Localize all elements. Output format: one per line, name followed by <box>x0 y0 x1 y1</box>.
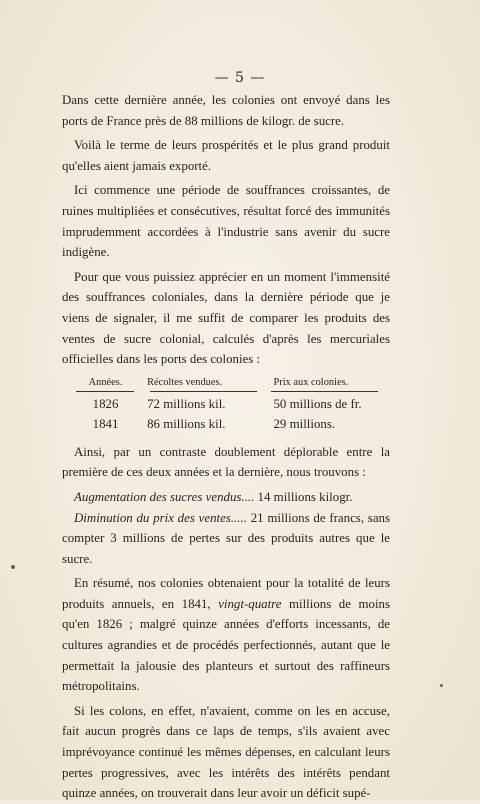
cell-year: 1826 <box>92 396 119 411</box>
paragraph-3: Ici commence une période de souffrances croissantes, de ruines multipliées et consécutives, résultat forcé des immunités imprudemment accordées à l'industrie sans avenir du sucre indigène. <box>62 183 390 260</box>
paragraph-7 <box>62 508 390 570</box>
cell-price: 50 millions de fr. <box>273 396 362 411</box>
header-rule <box>271 391 378 392</box>
table-row <box>70 414 388 434</box>
paragraph-5: Ainsi, par un contraste doublement déplorable entre la première de ces deux années et la dernière, nous trouvons : <box>62 444 390 480</box>
paragraph-4: Pour que vous puissiez apprécier en un moment l'immensité des souffrances coloniales, dans la dernière période que je viens de signaler, il me suffit de comparer les produits des ventes de sucre colonial, calculés d'après les mercuriales officielles dans les ports des colonies : <box>62 269 390 367</box>
italic-label: Augmentation des sucres vendus.... <box>74 489 255 504</box>
cell-harvest: 72 millions kil. <box>147 396 226 411</box>
header-prix: Prix aux colonies. <box>273 376 349 388</box>
paragraph-8-part-a: En résumé, nos colonies obtenaient pour la totalité de leurs produits annuels, en 1841, <box>62 576 390 611</box>
paragraph-1: Dans cette dernière année, les colonies ont envoyé dans les ports de France près de 88 millions de kilogr. de sucre. <box>62 93 390 128</box>
cell-harvest: 86 millions kil. <box>147 416 226 431</box>
header-recoltes: Récoltes vendues. <box>147 376 223 388</box>
paper-speck <box>11 565 15 569</box>
paragraph-8-part-b: millions de moins qu'en 1826 ; malgré quinze années d'efforts incessants, de cultures agrandies et de procédés perfectionnés, autant que le permettait la jalousie des planteurs et surtout des raffineurs métropolitains. <box>62 596 390 694</box>
paragraph-6 <box>62 487 390 508</box>
paragraph-9: Si les colons, en effet, n'avaient, comme on les en accuse, fait aucun progrès dans ce laps de temps, s'ils avaient avec imprévoyance continué les mêmes dépenses, en calculant leurs pertes progressives, avec les intérêts des intérêts pendant quinze années, on trouverait dans leur avoir un déficit supé- <box>62 703 390 801</box>
header-annees: Années. <box>88 376 123 388</box>
italic-label: Diminution du prix des ventes..... <box>74 510 247 525</box>
header-rule <box>76 391 134 392</box>
paragraph-2: Voilà le terme de leurs prospérités et le plus grand produit qu'elles aient jamais exporté. <box>62 138 390 173</box>
paper-speck <box>440 684 443 687</box>
paragraph-6-value: 14 millions kilogr. <box>254 489 353 504</box>
paragraph-8 <box>62 573 390 697</box>
table-header-row <box>70 376 388 390</box>
italic-emphasis: vingt-quatre <box>218 596 282 611</box>
page-number: — 5 — <box>214 70 266 86</box>
paragraph-7-value: 21 millions de francs, sans compter 3 millions de pertes sur des produits autres que le sucre. <box>62 510 391 566</box>
sugar-sales-table <box>70 376 388 434</box>
header-rule <box>150 391 257 392</box>
cell-year: 1841 <box>92 416 119 431</box>
page-body <box>62 90 390 804</box>
cell-price: 29 millions. <box>273 416 336 431</box>
table-row <box>70 394 388 414</box>
